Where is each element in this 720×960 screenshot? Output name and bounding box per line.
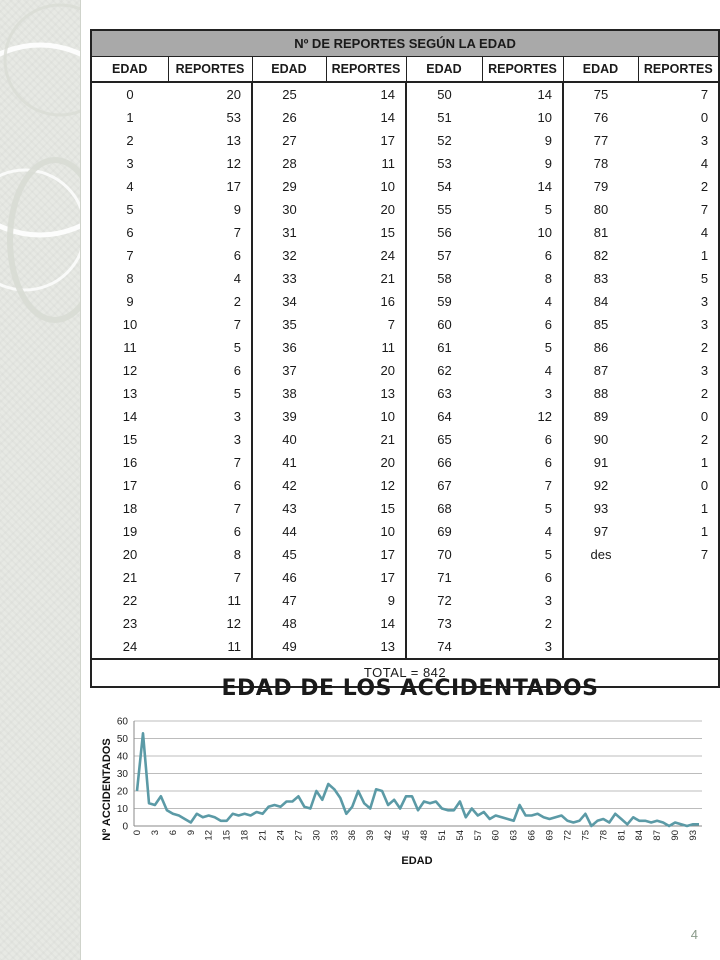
reports-cell: 5 [482,497,563,520]
age-cell: 42 [282,478,297,493]
reports-cell: 14 [326,82,406,106]
reports-cell: 10 [326,520,406,543]
age-cell: 8 [126,271,134,286]
reports-cell: 3 [482,589,563,612]
table-title: Nº DE REPORTES SEGÚN LA EDAD [91,30,719,57]
age-cell: 30 [282,202,297,217]
age-cell: 35 [282,317,297,332]
reports-cell: 1 [700,248,709,263]
y-axis-label: Nº ACCIDENTADOS [101,738,113,841]
reports-cell: 1 [700,524,709,539]
x-tick-label: 9 [185,830,197,836]
x-tick-label: 57 [472,830,484,841]
x-tick-label: 78 [598,830,610,841]
reports-cell: 3 [700,133,709,148]
reports-cell: 6 [482,313,563,336]
age-cell: 0 [126,87,134,102]
reports-by-age-table [90,29,720,688]
reports-cell: 12 [482,405,563,428]
table-row [91,635,719,659]
reports-cell: 15 [326,497,406,520]
age-cell: 73 [437,616,452,631]
reports-cell: 2 [700,179,709,194]
age-cell: 1 [126,110,134,125]
reports-cell: 20 [326,359,406,382]
x-tick-label: 21 [257,830,269,841]
reports-cell: 2 [168,290,252,313]
table-row [91,405,719,428]
age-cell [563,612,638,635]
age-cell: 77 [593,133,609,148]
reports-cell: 9 [326,589,406,612]
reports-cell: 13 [326,635,406,659]
x-tick-label: 30 [311,830,323,841]
age-cell: 67 [437,478,452,493]
reports-cell: 7 [168,451,252,474]
reports-cell: 10 [326,175,406,198]
age-cell: 87 [593,363,609,378]
reports-cell: 13 [168,129,252,152]
age-cell: 33 [282,271,297,286]
x-tick-label: 90 [670,830,682,841]
x-tick-label: 51 [436,830,448,841]
column-header: EDAD [563,57,638,83]
age-cell: 91 [593,455,609,470]
reports-cell: 6 [482,428,563,451]
age-cell: 84 [593,294,609,309]
age-cell: 82 [593,248,609,263]
age-cell: 92 [593,478,609,493]
reports-cell: 21 [326,428,406,451]
age-cell: des [590,547,612,562]
table-row [91,267,719,290]
table-row [91,543,719,566]
x-tick-label: 93 [688,830,700,841]
age-cell: 55 [437,202,452,217]
reports-cell: 17 [326,129,406,152]
reports-cell: 5 [482,543,563,566]
age-cell: 37 [282,363,297,378]
age-cell: 60 [437,317,452,332]
table-row [91,175,719,198]
x-tick-label: 84 [634,830,646,841]
age-cell: 69 [437,524,452,539]
table-header-row [91,57,719,83]
table-row [91,497,719,520]
age-cell: 21 [122,570,138,585]
age-cell: 65 [437,432,452,447]
age-cell: 62 [437,363,452,378]
age-cell: 51 [437,110,452,125]
reports-cell: 24 [326,244,406,267]
reports-cell: 9 [168,198,252,221]
age-cell: 97 [593,524,609,539]
age-cell: 61 [437,340,452,355]
reports-cell: 12 [168,152,252,175]
table-total: TOTAL = 842 [91,659,719,687]
reports-cell: 14 [326,612,406,635]
age-cell: 79 [593,179,609,194]
age-cell [563,589,638,612]
reports-cell: 2 [700,340,709,355]
reports-cell: 15 [326,221,406,244]
table-row [91,221,719,244]
reports-cell: 7 [168,313,252,336]
reports-cell: 0 [700,409,709,424]
age-cell: 59 [437,294,452,309]
age-cell: 10 [122,317,138,332]
table-row [91,106,719,129]
reports-cell: 3 [700,317,709,332]
reports-cell: 6 [482,566,563,589]
reports-cell: 9 [482,129,563,152]
age-cell: 3 [126,156,134,171]
age-cell: 11 [123,340,137,355]
age-cell: 4 [126,179,134,194]
age-cell: 20 [122,547,138,562]
x-tick-label: 66 [526,830,538,841]
age-cell [563,566,638,589]
age-cell: 34 [282,294,297,309]
reports-cell: 12 [168,612,252,635]
column-header: REPORTES [326,57,406,83]
reports-cell: 3 [168,428,252,451]
reports-cell: 5 [482,336,563,359]
age-cell: 28 [282,156,297,171]
column-header: REPORTES [482,57,563,83]
reports-cell: 21 [326,267,406,290]
table-row [91,451,719,474]
reports-cell: 0 [700,110,709,125]
age-cell: 26 [282,110,297,125]
table-row [91,198,719,221]
reports-cell: 11 [168,635,252,659]
age-cell: 57 [437,248,452,263]
x-tick-label: 15 [221,830,233,841]
age-cell: 32 [282,248,297,263]
age-cell: 5 [126,202,134,217]
age-cell: 88 [593,386,609,401]
age-cell: 76 [593,110,609,125]
age-cell: 70 [437,547,452,562]
reports-cell: 5 [700,271,709,286]
age-cell: 29 [282,179,297,194]
x-axis-label: EDAD [401,855,433,867]
reports-cell: 7 [168,221,252,244]
age-cell: 63 [437,386,452,401]
x-tick-label: 0 [132,830,143,836]
age-cell [563,635,638,659]
reports-cell: 7 [168,497,252,520]
x-tick-label: 24 [275,830,287,841]
reports-cell: 3 [482,382,563,405]
reports-cell: 1 [700,501,709,516]
reports-cell: 6 [168,359,252,382]
x-tick-label: 63 [508,830,520,841]
reports-cell: 4 [168,267,252,290]
age-cell: 19 [122,524,138,539]
reports-cell: 3 [700,363,709,378]
table-row [91,520,719,543]
age-cell: 90 [593,432,609,447]
age-cell: 25 [282,87,297,102]
table-row [91,152,719,175]
age-cell: 6 [126,225,134,240]
y-tick-label: 20 [116,786,128,798]
table-row [91,336,719,359]
reports-cell: 6 [168,520,252,543]
reports-cell: 7 [700,87,709,102]
table-row [91,359,719,382]
y-tick-label: 30 [116,769,128,780]
age-cell: 12 [122,363,138,378]
reports-cell: 20 [326,198,406,221]
age-cell: 16 [122,455,138,470]
x-tick-label: 60 [490,830,502,841]
age-cell: 36 [282,340,297,355]
age-cell: 41 [282,455,297,470]
age-cell: 56 [437,225,452,240]
y-tick-label: 50 [116,734,128,745]
table-row [91,244,719,267]
x-tick-label: 27 [293,830,305,841]
reports-cell: 2 [700,386,709,401]
x-tick-label: 39 [365,830,377,841]
age-cell: 18 [122,501,138,516]
age-cell: 93 [593,501,609,516]
age-cell: 85 [593,317,609,332]
column-header: REPORTES [168,57,252,83]
reports-cell: 10 [482,221,563,244]
x-tick-label: 6 [167,830,179,836]
table-row [91,566,719,589]
age-cell: 47 [282,593,297,608]
reports-cell: 8 [482,267,563,290]
reports-cell: 5 [168,382,252,405]
table-row [91,612,719,635]
reports-cell: 4 [482,359,563,382]
x-tick-label: 54 [454,830,466,841]
reports-cell: 2 [700,432,709,447]
reports-cell: 6 [482,244,563,267]
x-tick-label: 36 [347,830,359,841]
table-row [91,129,719,152]
reports-cell: 11 [326,336,406,359]
column-header: REPORTES [638,57,719,83]
age-cell: 14 [122,409,138,424]
reports-cell: 4 [700,156,709,171]
age-cell: 72 [437,593,452,608]
column-header: EDAD [406,57,482,83]
reports-cell: 2 [482,612,563,635]
reports-cell [638,589,719,612]
age-cell: 75 [593,87,609,102]
age-cell: 15 [122,432,138,447]
page-number: 4 [690,927,698,942]
y-tick-label: 10 [116,804,128,815]
age-line-chart [96,712,708,872]
reports-cell: 9 [482,152,563,175]
age-cell: 31 [282,225,297,240]
decorative-sidebar [0,0,81,960]
reports-cell: 17 [326,566,406,589]
age-cell: 86 [593,340,609,355]
reports-cell: 6 [168,474,252,497]
x-tick-label: 72 [562,830,574,841]
age-cell: 68 [437,501,452,516]
reports-cell: 8 [168,543,252,566]
age-cell: 89 [593,409,609,424]
age-cell: 52 [437,133,452,148]
age-cell: 50 [437,87,452,102]
age-cell: 40 [282,432,297,447]
reports-cell: 3 [700,294,709,309]
age-cell: 9 [126,294,134,309]
table-row [91,428,719,451]
age-cell: 44 [282,524,297,539]
age-cell: 49 [282,639,297,654]
age-cell: 27 [282,133,297,148]
reports-cell: 0 [700,478,709,493]
reports-cell: 10 [482,106,563,129]
reports-cell: 4 [482,520,563,543]
age-cell: 58 [437,271,452,286]
age-cell: 22 [122,593,138,608]
x-tick-label: 87 [652,830,664,841]
reports-cell: 11 [168,589,252,612]
reports-cell: 12 [326,474,406,497]
chart-title: EDAD DE LOS ACCIDENTADOS [221,676,599,701]
y-tick-label: 60 [116,716,128,728]
x-tick-label: 33 [329,830,341,841]
age-cell: 43 [282,501,297,516]
reports-cell [638,635,719,659]
reports-cell: 13 [326,382,406,405]
age-cell: 74 [437,639,452,654]
age-cell: 54 [437,179,452,194]
reports-cell: 7 [482,474,563,497]
age-cell: 17 [122,478,138,493]
age-cell: 78 [593,156,609,171]
age-cell: 66 [437,455,452,470]
age-cell: 83 [593,271,609,286]
table-row [91,313,719,336]
reports-cell: 3 [482,635,563,659]
y-tick-label: 40 [116,751,128,763]
series-line [137,733,699,826]
reports-cell: 7 [326,313,406,336]
reports-cell: 7 [168,566,252,589]
reports-cell: 53 [168,106,252,129]
reports-cell: 4 [482,290,563,313]
age-cell: 64 [437,409,452,424]
reports-cell: 17 [168,175,252,198]
age-cell: 45 [282,547,297,562]
y-tick-label: 0 [122,821,128,833]
decorative-circles-graphic [0,0,80,960]
age-cell: 53 [437,156,452,171]
reports-cell: 10 [326,405,406,428]
table-row [91,382,719,405]
reports-cell: 6 [168,244,252,267]
age-cell: 2 [126,133,134,148]
reports-cell: 14 [326,106,406,129]
x-tick-label: 45 [401,830,413,841]
x-tick-label: 81 [616,830,628,841]
column-header: EDAD [91,57,168,83]
age-cell: 7 [126,248,134,263]
reports-cell: 5 [482,198,563,221]
age-cell: 13 [122,386,138,401]
reports-cell: 20 [326,451,406,474]
reports-cell: 20 [168,82,252,106]
reports-cell: 11 [326,152,406,175]
reports-cell: 14 [482,82,563,106]
table-row [91,82,719,106]
reports-cell: 16 [326,290,406,313]
reports-cell: 1 [700,455,709,470]
table-row [91,290,719,313]
age-cell: 81 [593,225,609,240]
age-cell: 80 [593,202,609,217]
x-tick-label: 48 [418,830,430,841]
reports-cell: 14 [482,175,563,198]
reports-cell: 7 [700,547,709,562]
reports-cell [638,566,719,589]
x-tick-label: 12 [203,830,215,841]
age-cell: 23 [122,616,138,631]
reports-cell: 3 [168,405,252,428]
reports-cell: 5 [168,336,252,359]
x-tick-label: 75 [580,830,592,841]
reports-cell: 6 [482,451,563,474]
x-tick-label: 69 [544,830,556,841]
age-cell: 48 [282,616,297,631]
age-cell: 38 [282,386,297,401]
reports-cell: 4 [700,225,709,240]
x-tick-label: 3 [149,830,161,836]
age-cell: 39 [282,409,297,424]
table-row [91,474,719,497]
age-cell: 24 [122,639,138,654]
x-tick-label: 42 [383,830,395,841]
x-tick-label: 18 [239,830,251,841]
reports-cell: 17 [326,543,406,566]
table-row [91,589,719,612]
reports-cell: 7 [700,202,709,217]
column-header: EDAD [252,57,326,83]
age-cell: 46 [282,570,297,585]
age-cell: 71 [437,570,452,585]
reports-cell [638,612,719,635]
table-body [91,82,719,659]
